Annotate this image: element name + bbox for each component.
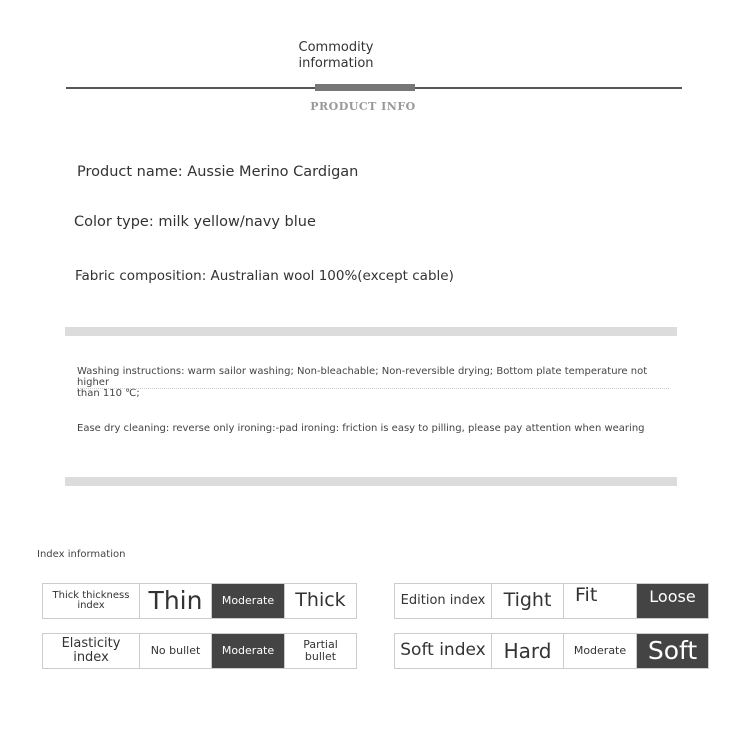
soft-option-soft: Soft [637, 634, 708, 668]
elasticity-index-table [42, 633, 357, 669]
page-title [286, 40, 386, 72]
edition-option-tight: Tight [492, 584, 564, 618]
divider-bar-bottom [65, 477, 677, 486]
product-fabric: Fabric composition: Australian wool 100%(except cable) [75, 268, 454, 284]
elasticity-index-label: Elasticity index [43, 634, 140, 668]
thickness-option-thick: Thick [295, 589, 346, 612]
thickness-index-label: Thick thickness index [43, 584, 140, 618]
edition-index-label: Edition index [395, 584, 492, 618]
divider-bar-top [65, 327, 677, 336]
header-rule-accent [315, 84, 415, 91]
edition-index-table [394, 583, 709, 619]
washing-instructions [77, 366, 667, 399]
product-color: Color type: milk yellow/navy blue [74, 214, 316, 230]
edition-option-fit: Fit [564, 584, 637, 618]
page-title-line2: information [298, 56, 374, 71]
soft-option-hard: Hard [492, 634, 564, 668]
elasticity-option-moderate: Moderate [212, 634, 285, 668]
soft-index-label: Soft index [395, 634, 492, 668]
page-title-line1: Commodity [298, 40, 374, 55]
edition-option-loose: Loose [637, 584, 708, 618]
elasticity-option-partial-bullet: Partial bullet [303, 638, 338, 663]
dotted-separator [77, 388, 669, 391]
index-section-label: Index information [37, 549, 126, 560]
page-subtitle: PRODUCT INFO [310, 100, 416, 113]
elasticity-option-no-bullet: No bullet [140, 634, 212, 668]
dry-cleaning-note: Ease dry cleaning: reverse only ironing:-pad ironing: friction is easy to pilling, please pay attention when wearing [77, 423, 645, 434]
product-name: Product name: Aussie Merino Cardigan [77, 164, 359, 180]
soft-option-moderate: Moderate [564, 634, 637, 668]
thickness-option-thin: Thin [140, 584, 212, 618]
thickness-option-moderate: Moderate [212, 584, 285, 618]
soft-index-table [394, 633, 709, 669]
thickness-index-table [42, 583, 357, 619]
washing-instructions-line2: than 110 ℃; [77, 388, 140, 399]
washing-instructions-line1: Washing instructions: warm sailor washing; Non-bleachable; Non-reversible drying; Bottom plate temperature not higher [77, 366, 648, 388]
